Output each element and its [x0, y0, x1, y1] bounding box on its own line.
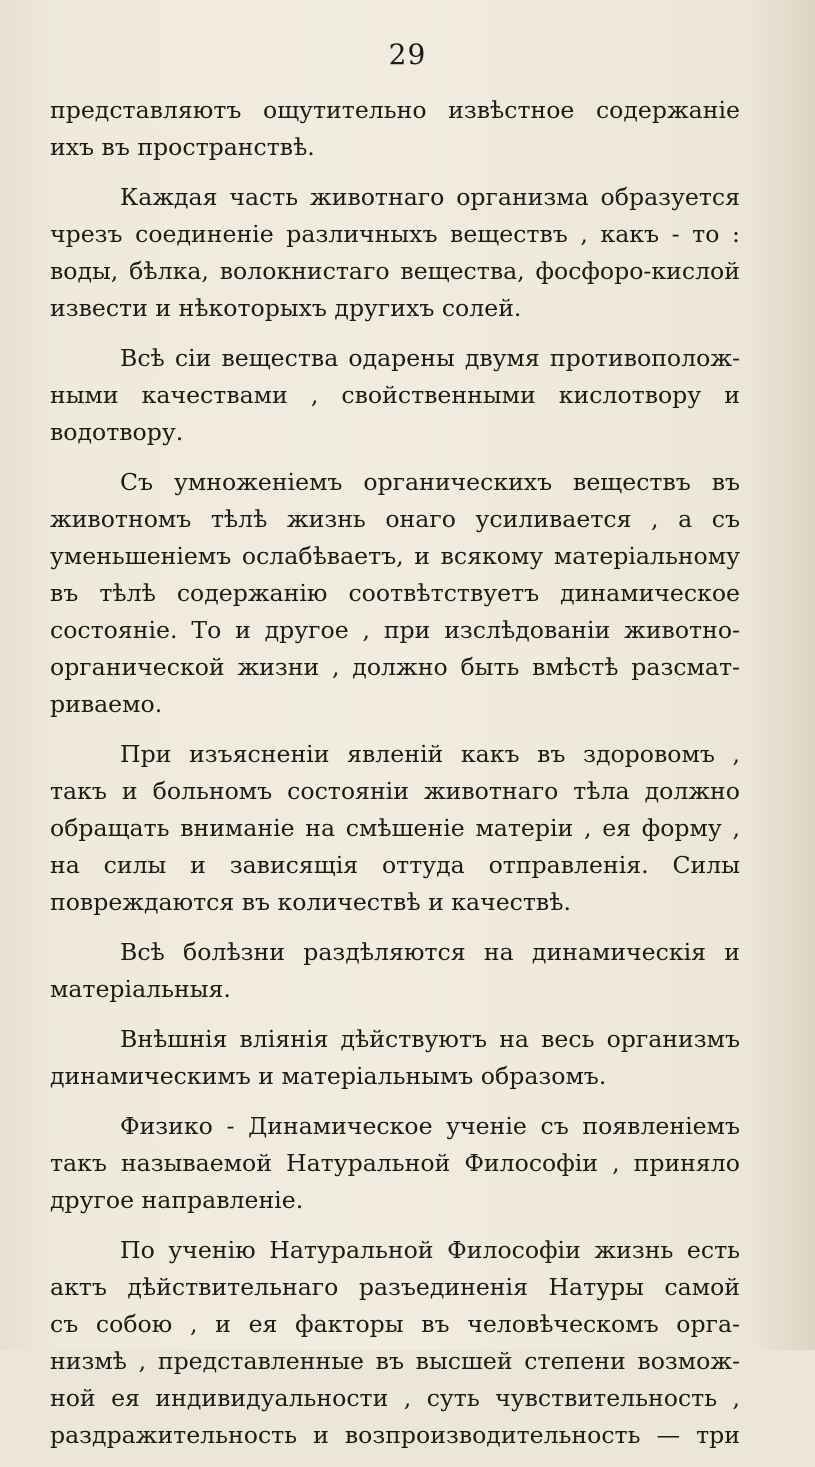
paragraph-4 — [50, 464, 740, 723]
text-line: риваемо. — [50, 690, 163, 718]
text-line: раздражительность и возпроизводительность — три — [50, 1421, 740, 1449]
text-line: ной ея индивидуальности , суть чувствительность , — [50, 1384, 740, 1412]
text-line: матеріальныя. — [50, 975, 231, 1003]
text-line: воды, бѣлка, волокнистаго вещества, фосфоро-кислой — [50, 257, 740, 285]
text-line: извести и нѣкоторыхъ другихъ солей. — [50, 294, 522, 322]
text-line: на силы и зависящія оттуда отправленія. Силы — [50, 851, 740, 879]
text-line: динамическимъ и матеріальнымъ образомъ. — [50, 1062, 607, 1090]
page-edge-shadow — [755, 0, 815, 1350]
text-line: Каждая часть животнаго организма образуется — [120, 183, 740, 211]
text-line: въ тѣлѣ содержанію соотвѣтствуетъ динамическое — [50, 579, 740, 607]
text-line: уменьшеніемъ ослабѣваетъ, и всякому матеріальному — [50, 542, 740, 570]
paragraph-2 — [50, 179, 740, 327]
text-line: Всѣ сіи вещества одарены двумя противополож- — [120, 344, 740, 372]
body-text — [50, 92, 740, 1467]
paragraph-5 — [50, 736, 740, 921]
page-number: 29 — [388, 38, 427, 71]
text-line: такъ и больномъ состояніи животнаго тѣла должно — [50, 777, 740, 805]
paragraph-9 — [50, 1232, 740, 1454]
text-line: По ученію Натуральной Философіи жизнь есть — [120, 1236, 740, 1264]
paragraph-7 — [50, 1021, 740, 1095]
text-line: актъ дѣйствительнаго разъединенія Натуры самой — [50, 1273, 740, 1301]
text-line: Физико - Динамическое ученіе съ появленіемъ — [120, 1112, 740, 1140]
text-line: Всѣ болѣзни раздѣляются на динамическія и — [120, 938, 740, 966]
text-line: представляютъ ощутительно извѣстное содержаніе — [50, 96, 740, 124]
paragraph-6 — [50, 934, 740, 1008]
text-line: съ собою , и ея факторы въ человѣческомъ орга- — [50, 1310, 740, 1338]
paragraph-1 — [50, 92, 740, 166]
text-line: животномъ тѣлѣ жизнь онаго усиливается , а съ — [50, 505, 740, 533]
text-line: низмѣ , представленные въ высшей степени возмож- — [50, 1347, 740, 1375]
text-line: ихъ въ пространствѣ. — [50, 133, 315, 161]
text-line: ными качествами , свойственными кислотвору и — [50, 381, 740, 409]
text-line: При изъясненіи явленій какъ въ здоровомъ , — [120, 740, 740, 768]
text-line: чрезъ соединеніе различныхъ веществъ , какъ - то : — [50, 220, 740, 248]
paragraph-3 — [50, 340, 740, 451]
text-line: органической жизни , должно быть вмѣстѣ разсмат- — [50, 653, 740, 681]
text-line: водотвору. — [50, 418, 184, 446]
text-line: Внѣшнія вліянія дѣйствуютъ на весь организмъ — [120, 1025, 740, 1053]
text-line: состояніе. То и другое , при изслѣдованіи животно- — [50, 616, 740, 644]
text-line: такъ называемой Натуральной Философіи , приняло — [50, 1149, 740, 1177]
text-line: другое направленіе. — [50, 1186, 304, 1214]
text-line: обращать вниманіе на смѣшеніе матеріи , ея форму , — [50, 814, 740, 842]
text-line: повреждаются въ количествѣ и качествѣ. — [50, 888, 571, 916]
text-line: Съ умноженіемъ органическихъ веществъ въ — [120, 468, 740, 496]
paragraph-8 — [50, 1108, 740, 1219]
